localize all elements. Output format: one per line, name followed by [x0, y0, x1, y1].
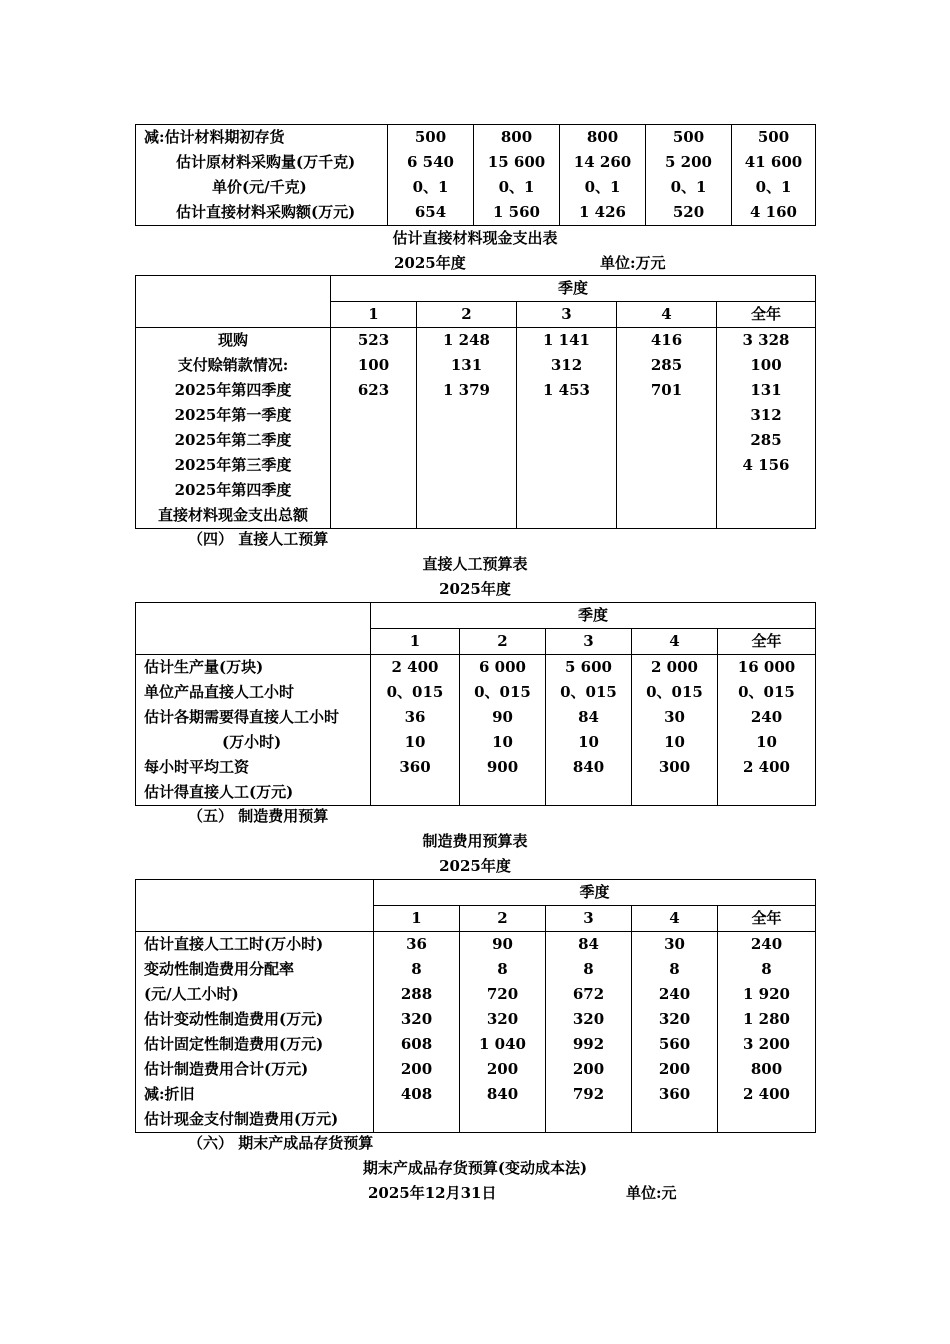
cell: 30: [664, 935, 685, 953]
row-labels: [136, 655, 371, 806]
quarter-header: 季度: [374, 880, 816, 906]
row-label: 估计各期需要得直接人工小时: [144, 708, 340, 726]
col-header: 2: [460, 629, 546, 655]
cell: 240: [750, 935, 783, 953]
row-label: 估计固定性制造费用(万元): [144, 1035, 324, 1053]
col-header: 全年: [717, 302, 816, 328]
col-header: 4: [632, 906, 718, 932]
row-label: 估计现金支付制造费用(万元): [144, 1110, 339, 1128]
cell: 720: [486, 985, 519, 1003]
cell: 10: [664, 733, 685, 751]
cell: 288: [400, 985, 433, 1003]
cell: 2 400: [743, 758, 790, 776]
cell: 0、1: [412, 178, 449, 196]
cell: 840: [486, 1085, 519, 1103]
cell: 800: [586, 128, 619, 146]
row-label: 减:估计材料期初存货: [144, 128, 285, 146]
row-labels: [136, 125, 388, 226]
cell: 992: [572, 1035, 605, 1053]
cell: 1 141: [543, 331, 590, 349]
section4-heading: （四） 直接人工预算: [188, 530, 329, 548]
section5-heading: （五） 制造费用预算: [188, 807, 329, 825]
cell: 285: [650, 356, 683, 374]
cell: 6 540: [407, 153, 454, 171]
quarter-header: 季度: [371, 603, 816, 629]
col-header: 3: [546, 906, 632, 932]
cell: 8: [497, 960, 508, 978]
cell: 0、015: [560, 683, 617, 701]
cell: 131: [750, 381, 782, 399]
cell: 1 920: [743, 985, 790, 1003]
cell: 2 400: [743, 1085, 790, 1103]
cell: 654: [414, 203, 447, 221]
row-label: 变动性制造费用分配率: [144, 960, 295, 978]
cell: 792: [572, 1085, 605, 1103]
cell: 5 600: [565, 658, 612, 676]
cell: 0、015: [386, 683, 444, 701]
row-label: 单价(元/千克): [212, 178, 307, 196]
cell: 520: [672, 203, 705, 221]
cell: 320: [486, 1010, 519, 1028]
cell: 0、1: [584, 178, 621, 196]
cell: 500: [757, 128, 790, 146]
cell: 84: [578, 708, 599, 726]
cell: 200: [658, 1060, 691, 1078]
row-label: (元/人工小时): [144, 985, 239, 1003]
cell: 360: [658, 1085, 691, 1103]
cell: 4 160: [750, 203, 797, 221]
col-header: 1: [331, 302, 417, 328]
cash-table: [135, 275, 815, 529]
cell: 10: [756, 733, 777, 751]
col-header: 2: [460, 906, 546, 932]
cell: 0、1: [755, 178, 792, 196]
row-label: 2025年第四季度: [174, 381, 292, 399]
corner-cell: [136, 880, 374, 932]
section5-title: 制造费用预算表: [422, 832, 528, 850]
cell: 3 328: [742, 331, 790, 349]
cell: 2 000: [651, 658, 698, 676]
col-header: 3: [517, 302, 617, 328]
cell: 523: [357, 331, 390, 349]
row-label: 2025年第四季度: [174, 481, 292, 499]
cell: 800: [500, 128, 533, 146]
cell: 8: [411, 960, 422, 978]
cell: 416: [650, 331, 683, 349]
cash-table-title: 估计直接材料现金支出表: [392, 229, 558, 247]
cell: 131: [450, 356, 483, 374]
col-header: 4: [617, 302, 717, 328]
cell: 0、1: [670, 178, 707, 196]
col-header: 4: [632, 629, 718, 655]
row-label: 现购: [217, 331, 248, 349]
col-header: 全年: [718, 629, 816, 655]
material-purchase-table: [135, 124, 815, 226]
section5-year: 2025年度: [439, 857, 511, 875]
cell: 1 280: [743, 1010, 790, 1028]
col-header: 2: [417, 302, 517, 328]
col-header: 3: [546, 629, 632, 655]
quarter-header: 季度: [331, 276, 816, 302]
cell: 10: [578, 733, 599, 751]
col-header: 1: [371, 629, 460, 655]
cell: 100: [357, 356, 390, 374]
cell: 41 600: [744, 153, 803, 171]
cell: 200: [572, 1060, 605, 1078]
cell: 3 200: [743, 1035, 790, 1053]
cell: 8: [761, 960, 772, 978]
cell: 90: [492, 935, 513, 953]
cell: 320: [572, 1010, 605, 1028]
cell: 360: [399, 758, 431, 776]
corner-cell: [136, 276, 331, 328]
cell: 1 426: [579, 203, 626, 221]
cell: 10: [492, 733, 513, 751]
cell: 10: [404, 733, 426, 751]
cell: 623: [357, 381, 390, 399]
cell: 1 560: [493, 203, 540, 221]
section6-heading: （六） 期末产成品存货预算: [188, 1134, 374, 1152]
cell: 701: [650, 381, 683, 399]
cell: 320: [658, 1010, 691, 1028]
cell: 30: [664, 708, 685, 726]
cell: 100: [750, 356, 782, 374]
cell: 320: [400, 1010, 433, 1028]
section4-title: 直接人工预算表: [422, 555, 528, 573]
cell: 0、015: [646, 683, 703, 701]
cell: 0、015: [474, 683, 531, 701]
cell: 500: [672, 128, 705, 146]
cell: 1 248: [443, 331, 490, 349]
row-label: 每小时平均工资: [144, 758, 250, 776]
cell: 300: [658, 758, 691, 776]
cash-table-unit: 单位:万元: [600, 254, 666, 272]
cell: 800: [750, 1060, 783, 1078]
cell: 84: [578, 935, 599, 953]
manufacturing-overhead-table: [135, 879, 815, 1133]
row-label: 估计直接材料采购额(万元): [176, 203, 356, 221]
row-labels: [136, 932, 374, 1133]
row-label: 支付赊销款情况:: [177, 356, 289, 374]
cell: 285: [750, 431, 782, 449]
row-label: 估计得直接人工(万元): [144, 783, 294, 801]
cell: 900: [486, 758, 519, 776]
cell: 0、1: [498, 178, 535, 196]
row-label: 估计制造费用合计(万元): [144, 1060, 309, 1078]
cell: 8: [669, 960, 680, 978]
cell: 560: [658, 1035, 691, 1053]
cell: 14 260: [573, 153, 632, 171]
cell: 5 200: [665, 153, 712, 171]
col-header: 1: [374, 906, 460, 932]
cell: 8: [583, 960, 594, 978]
row-label: 减:折旧: [144, 1085, 195, 1103]
cell: 312: [750, 406, 782, 424]
cell: 1 453: [543, 381, 590, 399]
cell: 2 400: [391, 658, 439, 676]
row-label: (万小时): [222, 733, 282, 751]
row-label: 估计变动性制造费用(万元): [144, 1010, 324, 1028]
cell: 240: [658, 985, 691, 1003]
cell: 1 379: [443, 381, 490, 399]
section4-year: 2025年度: [439, 580, 511, 598]
direct-labor-table: [135, 602, 815, 806]
corner-cell: [136, 603, 371, 655]
row-label: 估计直接人工工时(万小时): [144, 935, 324, 953]
row-label: 估计生产量(万块): [144, 658, 264, 676]
cell: 6 000: [479, 658, 526, 676]
cell: 240: [750, 708, 783, 726]
cell: 672: [572, 985, 605, 1003]
row-label: 单位产品直接人工小时: [144, 683, 295, 701]
section6-date: 2025年12月31日: [368, 1184, 497, 1202]
cell: 36: [406, 935, 427, 953]
row-label: 2025年第一季度: [174, 406, 292, 424]
cell: 200: [400, 1060, 433, 1078]
cell: 1 040: [479, 1035, 526, 1053]
cell: 16 000: [737, 658, 796, 676]
cell: 0、015: [738, 683, 795, 701]
cash-table-year: 2025年度: [394, 254, 466, 272]
row-labels: [136, 328, 331, 529]
cell: 408: [400, 1085, 433, 1103]
row-label: 2025年第二季度: [174, 431, 292, 449]
cell: 500: [414, 128, 447, 146]
section6-unit: 单位:元: [626, 1184, 677, 1202]
row-label: 2025年第三季度: [174, 456, 292, 474]
cell: 90: [492, 708, 513, 726]
col-header: 全年: [718, 906, 816, 932]
cell: 200: [486, 1060, 519, 1078]
cell: 608: [400, 1035, 433, 1053]
row-label: 直接材料现金支出总额: [157, 506, 308, 524]
cell: 15 600: [487, 153, 546, 171]
cell: 312: [550, 356, 583, 374]
section6-title: 期末产成品存货预算(变动成本法): [362, 1159, 588, 1177]
cell: 4 156: [742, 456, 790, 474]
cell: 36: [404, 708, 426, 726]
cell: 840: [572, 758, 605, 776]
row-label: 估计原材料采购量(万千克): [176, 153, 356, 171]
